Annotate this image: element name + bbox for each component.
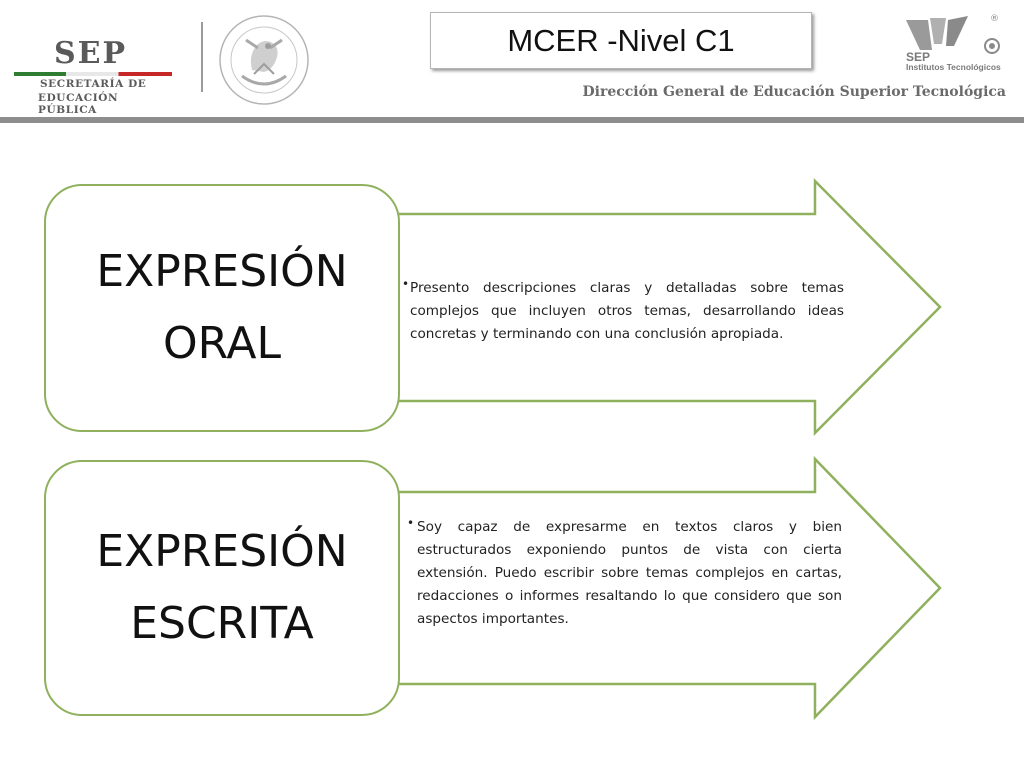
description-oral: Presento descripciones claras y detalladas sobre temas complejos que incluyen otros temas, desarrollando ideas concretas y terminando con una conclusión apropiada. (410, 280, 844, 342)
term-escrita (96, 516, 347, 660)
registered-mark: ® (990, 14, 999, 24)
tec-brand: SEP (906, 50, 931, 64)
sep-logo-line1: SECRETARÍA DE (40, 78, 147, 90)
sep-logo-line2: EDUCACIÓN PÚBLICA (38, 92, 119, 116)
sep-logo-word: SEP (54, 36, 128, 71)
term-box-oral (44, 184, 400, 432)
header-subtitle: Dirección General de Educación Superior Tecnológica (582, 84, 1006, 100)
description-escrita: Soy capaz de expresarme en textos claros y bien estructurados exponiendo puntos de vista con cierta extensión. Puedo escribir sobre temas complejos en cartas, redacciones o informes resaltando lo que considero que son aspectos importantes. (417, 519, 842, 627)
term-oral-line2: ORAL (162, 318, 282, 369)
term-escrita-line2: ESCRITA (130, 598, 314, 649)
tec-institution: Institutos Tecnológicos (906, 62, 1001, 72)
term-box-escrita (44, 460, 400, 716)
bullet-escrita: • (407, 516, 415, 530)
page-title: MCER -Nivel C1 (507, 22, 735, 58)
term-oral (96, 236, 347, 380)
term-escrita-line1: EXPRESIÓN (96, 526, 348, 577)
term-oral-line1: EXPRESIÓN (96, 246, 348, 297)
bullet-oral: • (402, 277, 410, 291)
